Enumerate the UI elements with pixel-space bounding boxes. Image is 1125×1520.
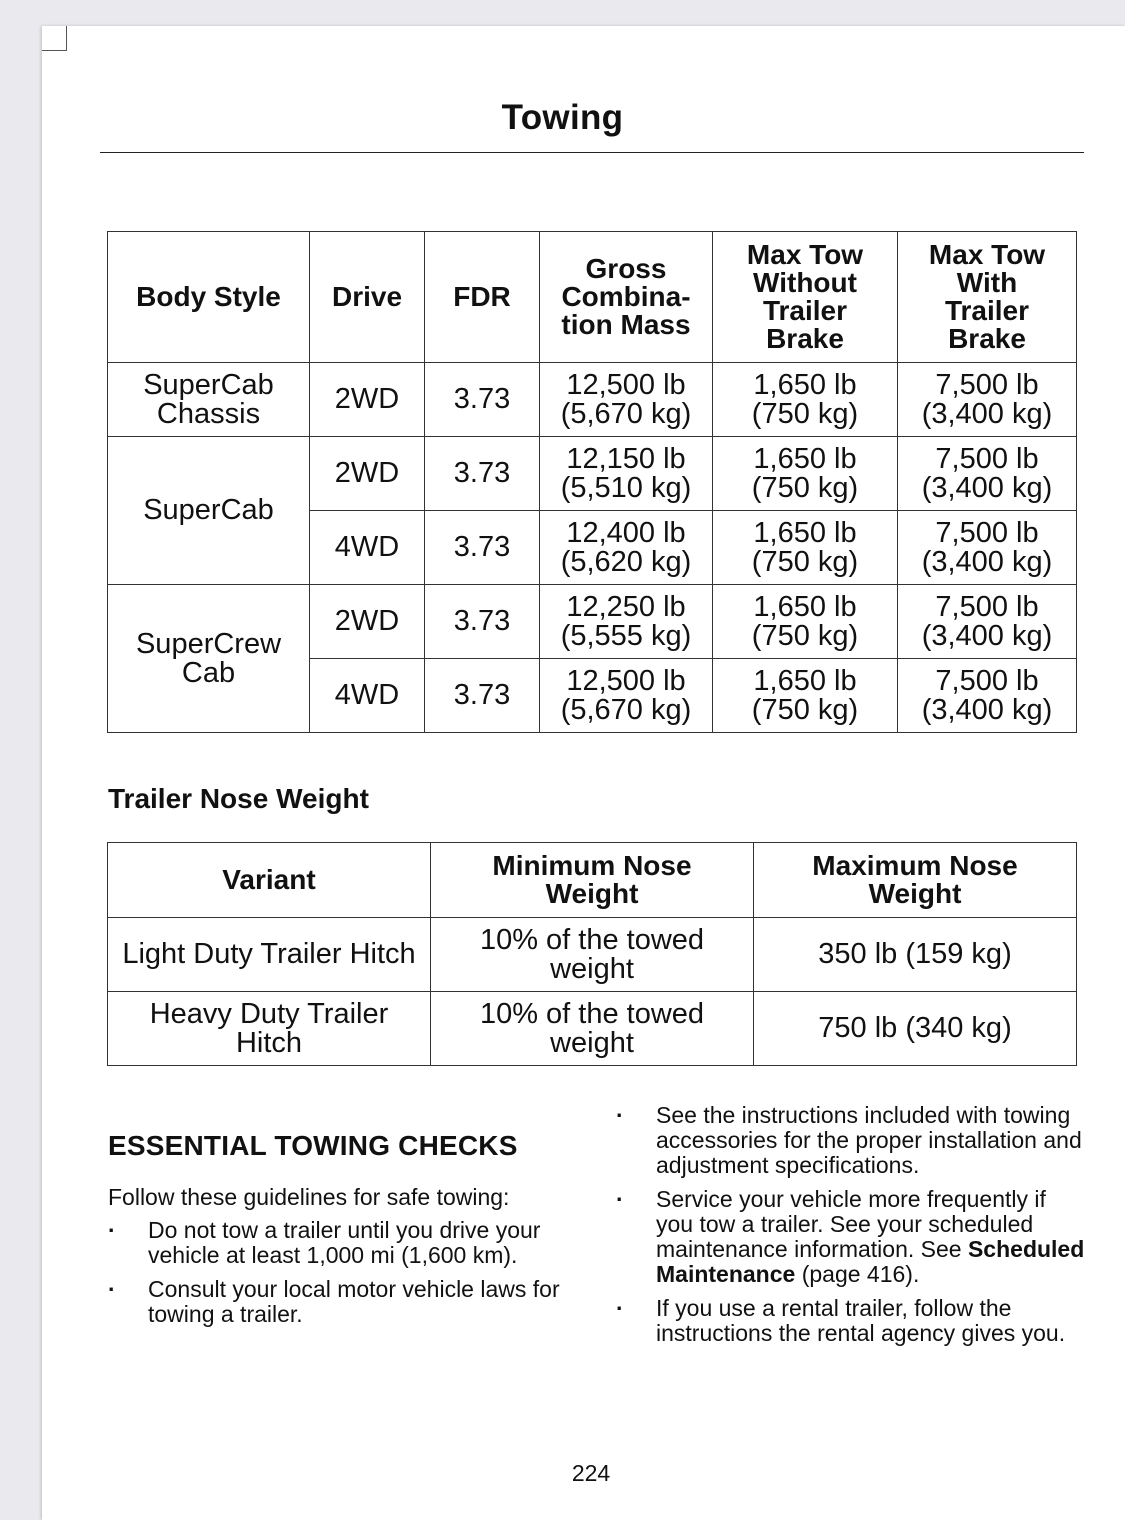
drive-cell: 2WD (310, 585, 425, 659)
gcm-cell: 12,250 lb (5,555 kg) (540, 585, 713, 659)
bullet-text: Service your vehicle more frequently if you tow a trailer. See your scheduled maintenance information. See (656, 1186, 1046, 1262)
list-item: · Do not tow a trailer until you drive your vehicle at least 1,000 mi (1,600 km). (108, 1218, 588, 1268)
drive-cell: 2WD (310, 437, 425, 511)
max-tow-without-brake-cell: 1,650 lb (750 kg) (713, 437, 898, 511)
page-title: Towing (501, 98, 624, 137)
fdr-cell: 3.73 (425, 659, 540, 733)
max-tow-without-brake-cell: 1,650 lb (750 kg) (713, 511, 898, 585)
left-bullet-list (108, 1218, 588, 1336)
variant-cell: Heavy Duty Trailer Hitch (108, 992, 431, 1066)
column-header: Max Tow With Trailer Brake (898, 232, 1077, 363)
max-tow-with-brake-cell: 7,500 lb (3,400 kg) (898, 363, 1077, 437)
max-tow-with-brake-cell: 7,500 lb (3,400 kg) (898, 659, 1077, 733)
list-item: · See the instructions included with towing accessories for the proper installation and adjustment specifications. (616, 1103, 1086, 1178)
essential-checks-heading: ESSENTIAL TOWING CHECKS (108, 1130, 518, 1161)
body-style-cell: SuperCab Chassis (108, 363, 310, 437)
body-style-cell: SuperCab (108, 437, 310, 585)
drive-cell: 4WD (310, 511, 425, 585)
right-bullet-list (616, 1103, 1086, 1355)
list-item: · If you use a rental trailer, follow the instructions the rental agency gives you. (616, 1296, 1086, 1346)
scheduled-maintenance-link[interactable]: Scheduled Maintenance (656, 1236, 1085, 1287)
column-header: Maximum Nose Weight (754, 843, 1077, 918)
title-divider (100, 152, 1084, 153)
max-tow-with-brake-cell: 7,500 lb (3,400 kg) (898, 585, 1077, 659)
variant-cell: Light Duty Trailer Hitch (108, 918, 431, 992)
max-tow-without-brake-cell: 1,650 lb (750 kg) (713, 363, 898, 437)
page-corner-mark (42, 26, 67, 51)
column-header: Drive (310, 232, 425, 363)
checks-intro: Follow these guidelines for safe towing: (108, 1184, 510, 1210)
max-nose-weight-cell: 350 lb (159 kg) (754, 918, 1077, 992)
gcm-cell: 12,400 lb (5,620 kg) (540, 511, 713, 585)
column-header: Gross Combina- tion Mass (540, 232, 713, 363)
nose-weight-heading: Trailer Nose Weight (108, 783, 369, 814)
drive-cell: 4WD (310, 659, 425, 733)
gcm-cell: 12,150 lb (5,510 kg) (540, 437, 713, 511)
min-nose-weight-cell: 10% of the towed weight (431, 992, 754, 1066)
min-nose-weight-cell: 10% of the towed weight (431, 918, 754, 992)
max-tow-with-brake-cell: 7,500 lb (3,400 kg) (898, 437, 1077, 511)
column-header: Variant (108, 843, 431, 918)
gcm-cell: 12,500 lb (5,670 kg) (540, 659, 713, 733)
list-item (616, 1187, 1086, 1287)
table-row (108, 585, 1077, 659)
nose-weight-table (107, 842, 1077, 1066)
table-header-row (108, 232, 1077, 363)
table-row (108, 437, 1077, 511)
page-number: 224 (571, 1460, 611, 1486)
column-header: FDR (425, 232, 540, 363)
max-tow-without-brake-cell: 1,650 lb (750 kg) (713, 585, 898, 659)
max-tow-with-brake-cell: 7,500 lb (3,400 kg) (898, 511, 1077, 585)
fdr-cell: 3.73 (425, 363, 540, 437)
column-header: Minimum Nose Weight (431, 843, 754, 918)
body-style-cell: SuperCrew Cab (108, 585, 310, 733)
max-tow-without-brake-cell: 1,650 lb (750 kg) (713, 659, 898, 733)
gcm-cell: 12,500 lb (5,670 kg) (540, 363, 713, 437)
towing-capacity-table (107, 231, 1077, 733)
table-row (108, 363, 1077, 437)
fdr-cell: 3.73 (425, 585, 540, 659)
table-row (108, 918, 1077, 992)
column-header: Max Tow Without Trailer Brake (713, 232, 898, 363)
page-reference: (page 416). (795, 1261, 920, 1287)
list-item: · Consult your local motor vehicle laws for towing a trailer. (108, 1277, 588, 1327)
max-nose-weight-cell: 750 lb (340 kg) (754, 992, 1077, 1066)
column-header: Body Style (108, 232, 310, 363)
fdr-cell: 3.73 (425, 511, 540, 585)
fdr-cell: 3.73 (425, 437, 540, 511)
table-header-row (108, 843, 1077, 918)
table-row (108, 992, 1077, 1066)
drive-cell: 2WD (310, 363, 425, 437)
